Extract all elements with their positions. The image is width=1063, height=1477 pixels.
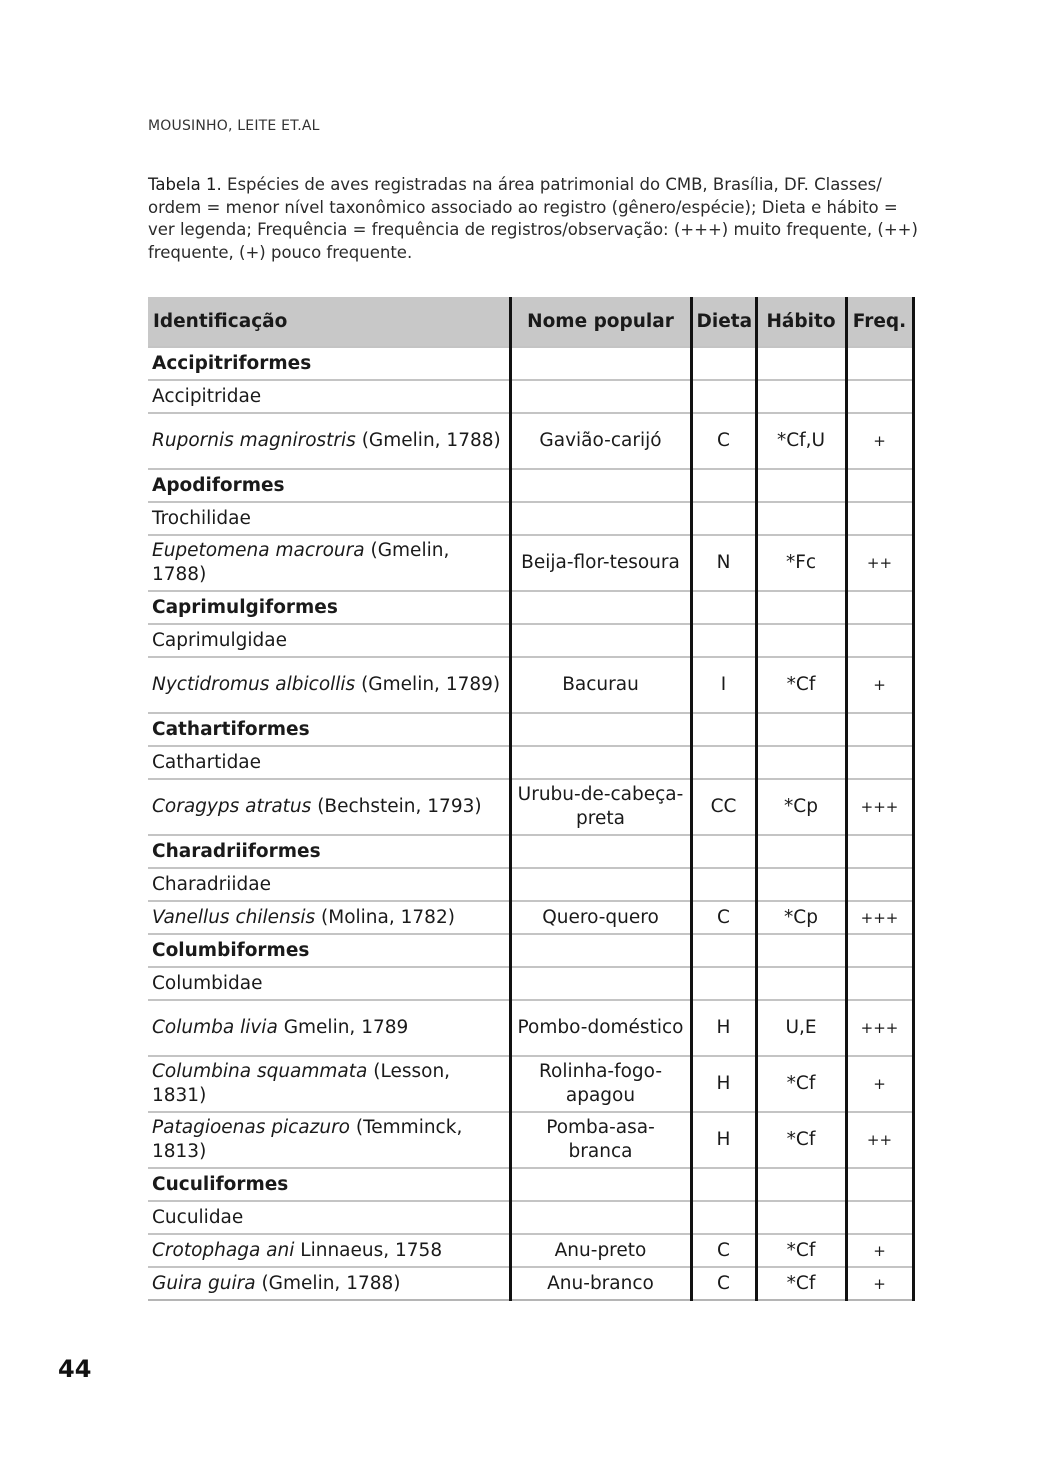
frequency-cell: +++ [846,779,913,835]
order-name: Cathartiformes [148,713,510,746]
species-author: (Gmelin, 1789) [361,674,501,695]
diet-cell: C [691,901,756,934]
family-row [148,868,913,901]
caption-text: Espécies de aves registradas na área patrimonial do CMB, Brasília, DF. Classes/ ordem = menor nível taxonômico associado ao registro (gênero/espécie); Dieta e hábito = ver legenda; Frequência = frequência de registros/observação: (+++) muito frequente, (++) frequente, (+) pouco frequente. [148,175,918,262]
table-caption [148,174,918,264]
family-name: Cuculidae [148,1201,510,1234]
species-author: (Bechstein, 1793) [317,796,482,817]
frequency-cell: + [846,657,913,713]
family-name: Accipitridae [148,380,510,413]
common-name: Bacurau [510,657,691,713]
species-row [148,901,913,934]
species-name [148,1234,510,1267]
common-name: Pombo-doméstico [510,1000,691,1056]
species-row [148,779,913,835]
frequency-cell: + [846,1234,913,1267]
habit-cell: U,E [756,1000,846,1056]
diet-cell: C [691,1234,756,1267]
order-name: Caprimulgiformes [148,591,510,624]
diet-cell: H [691,1056,756,1112]
order-row [148,1168,913,1201]
scientific-name: Eupetomena macroura [152,540,365,561]
scientific-name: Guira guira [152,1272,256,1294]
species-author: (Gmelin, 1788) [152,540,450,585]
species-row [148,1056,913,1112]
species-name [148,1112,510,1168]
order-row [148,347,913,380]
scientific-name: Nyctidromus albicollis [152,674,356,695]
common-name: Urubu-de-cabeça-preta [510,779,691,835]
habit-cell: *Cf [756,1056,846,1112]
species-row [148,535,913,591]
header-nome-popular: Nome popular [510,297,691,347]
order-name: Cuculiformes [148,1168,510,1201]
common-name: Beija-flor-tesoura [510,535,691,591]
habit-cell: *Cf [756,1234,846,1267]
family-name: Cathartidae [148,746,510,779]
family-row [148,380,913,413]
species-row [148,1267,913,1300]
scientific-name: Patagioenas picazuro [152,1117,350,1138]
species-author: (Molina, 1782) [321,906,455,928]
species-author: Linnaeus, 1758 [300,1239,443,1261]
page-number: 44 [58,1355,92,1383]
common-name: Pomba-asa-branca [510,1112,691,1168]
order-row [148,469,913,502]
habit-cell: *Fc [756,535,846,591]
family-name: Columbidae [148,967,510,1000]
species-name [148,535,510,591]
caption-label: Tabela 1. [148,175,222,194]
species-author: (Lesson, 1831) [152,1061,451,1106]
species-author: (Gmelin, 1788) [361,430,501,451]
species-author: (Temminck, 1813) [152,1117,463,1162]
family-name: Caprimulgidae [148,624,510,657]
family-row [148,624,913,657]
scientific-name: Vanellus chilensis [152,906,316,928]
header-habito: Hábito [756,297,846,347]
species-row [148,1000,913,1056]
header-freq: Freq. [846,297,913,347]
species-row [148,1234,913,1267]
common-name: Anu-preto [510,1234,691,1267]
frequency-cell: ++ [846,535,913,591]
family-row [148,967,913,1000]
habit-cell: *Cf [756,657,846,713]
species-table [148,297,915,1301]
family-name: Trochilidae [148,502,510,535]
frequency-cell: + [846,1267,913,1300]
scientific-name: Columbina squammata [152,1061,368,1082]
family-row [148,746,913,779]
common-name: Quero-quero [510,901,691,934]
scientific-name: Columba livia [152,1017,278,1038]
diet-cell: C [691,1267,756,1300]
habit-cell: *Cf [756,1112,846,1168]
frequency-cell: +++ [846,1000,913,1056]
species-author: Gmelin, 1789 [283,1017,409,1038]
order-row [148,713,913,746]
family-row [148,1201,913,1234]
habit-cell: *Cf [756,1267,846,1300]
order-row [148,934,913,967]
order-name: Columbiformes [148,934,510,967]
running-head: MOUSINHO, LEITE ET.AL [148,118,320,134]
species-row [148,1112,913,1168]
species-name [148,779,510,835]
species-name [148,1000,510,1056]
species-row [148,657,913,713]
diet-cell: N [691,535,756,591]
scientific-name: Crotophaga ani [152,1239,295,1261]
scientific-name: Coragyps atratus [152,796,312,817]
order-name: Accipitriformes [148,347,510,380]
frequency-cell: ++ [846,1112,913,1168]
species-row [148,413,913,469]
frequency-cell: +++ [846,901,913,934]
habit-cell: *Cp [756,779,846,835]
habit-cell: *Cp [756,901,846,934]
common-name: Gavião-carijó [510,413,691,469]
family-row [148,502,913,535]
order-row [148,835,913,868]
family-name: Charadriidae [148,868,510,901]
header-dieta: Dieta [691,297,756,347]
diet-cell: CC [691,779,756,835]
scientific-name: Rupornis magnirostris [152,430,356,451]
diet-cell: H [691,1000,756,1056]
species-author: (Gmelin, 1788) [261,1272,401,1294]
frequency-cell: + [846,413,913,469]
common-name: Rolinha-fogo-apagou [510,1056,691,1112]
diet-cell: I [691,657,756,713]
common-name: Anu-branco [510,1267,691,1300]
table-header-row [148,297,913,347]
species-name [148,413,510,469]
species-name [148,1267,510,1300]
frequency-cell: + [846,1056,913,1112]
diet-cell: C [691,413,756,469]
order-name: Charadriiformes [148,835,510,868]
order-name: Apodiformes [148,469,510,502]
species-name [148,901,510,934]
species-name [148,657,510,713]
order-row [148,591,913,624]
header-identificacao: Identificação [148,297,510,347]
diet-cell: H [691,1112,756,1168]
habit-cell: *Cf,U [756,413,846,469]
species-name [148,1056,510,1112]
